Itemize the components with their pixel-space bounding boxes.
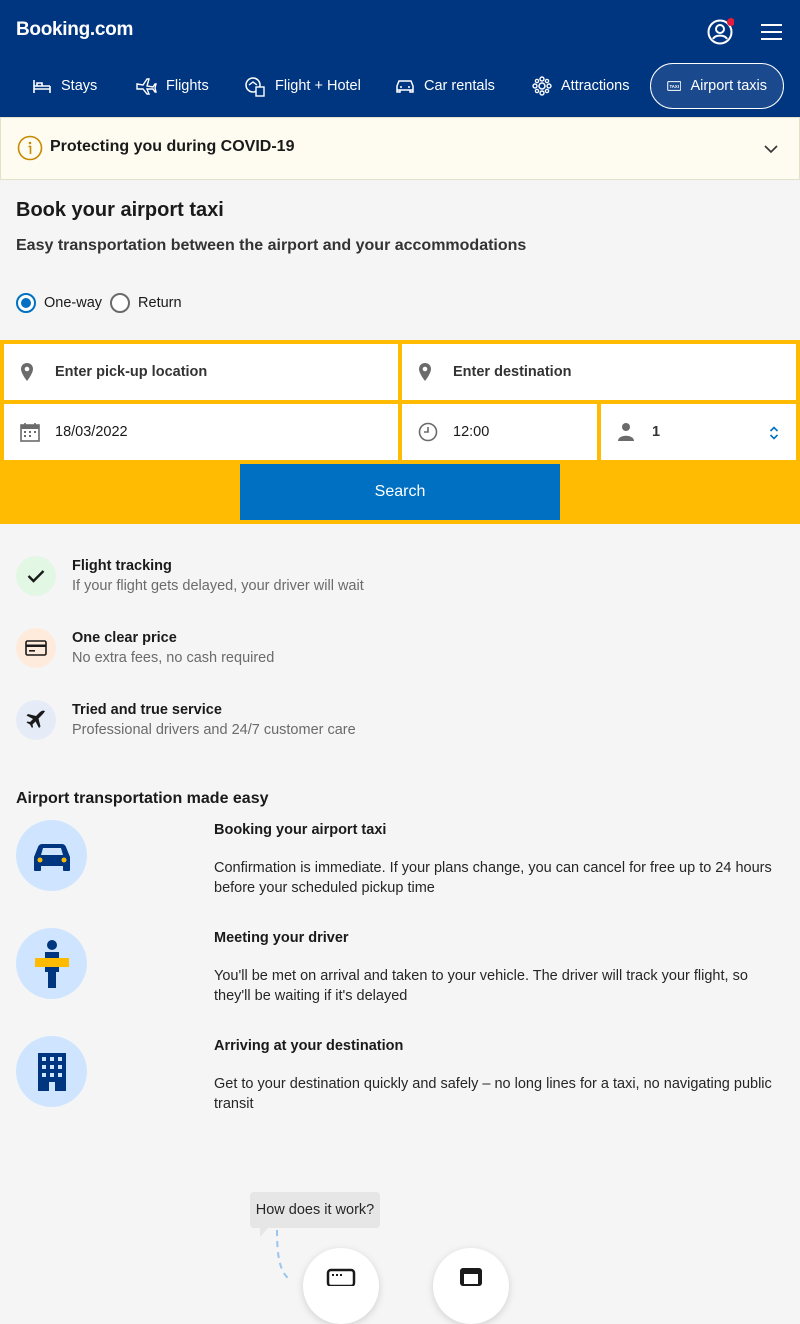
passengers-value: 1 <box>652 424 661 440</box>
section-heading: Airport transportation made easy <box>16 790 269 807</box>
location-pin-icon <box>20 362 34 382</box>
feature-icon-bg <box>16 628 56 668</box>
illustration-phone-bubble <box>433 1248 509 1324</box>
step-title: Booking your airport taxi <box>214 822 387 838</box>
feature-icon-bg <box>16 700 56 740</box>
attractions-icon <box>532 76 552 96</box>
covid-banner[interactable] <box>0 117 800 180</box>
time-value: 12:00 <box>453 424 490 440</box>
taxi-icon <box>667 79 681 93</box>
credit-card-icon <box>315 1266 367 1286</box>
covid-banner-title: Protecting you during COVID-19 <box>50 138 295 155</box>
feature-title: One clear price <box>72 630 177 646</box>
chevron-down-icon[interactable] <box>763 141 779 157</box>
info-icon <box>17 135 43 161</box>
nav-label: Airport taxis <box>690 78 767 94</box>
clock-icon <box>418 422 438 442</box>
hamburger-icon <box>758 20 786 44</box>
nav-flight-hotel[interactable] <box>228 63 377 109</box>
step-icon-bg <box>16 1036 87 1107</box>
nav-flights[interactable] <box>119 63 225 109</box>
nav-label: Stays <box>61 78 98 94</box>
feature-desc: No extra fees, no cash required <box>72 650 275 666</box>
illustration-card-bubble <box>303 1248 379 1324</box>
car-icon <box>30 839 74 873</box>
check-icon <box>27 569 45 583</box>
booking-logo[interactable]: Booking.com <box>16 19 134 40</box>
date-field[interactable] <box>2 402 400 462</box>
one-way-label[interactable]: One-way <box>44 295 103 311</box>
search-button[interactable]: Search <box>240 464 560 520</box>
feature-desc: Professional drivers and 24/7 customer care <box>72 722 356 738</box>
step-desc: Get to your destination quickly and safely – no long lines for a taxi, no navigating public transit <box>214 1076 772 1112</box>
step-title: Meeting your driver <box>214 930 349 946</box>
calendar-icon <box>20 422 40 442</box>
nav-label: Attractions <box>561 78 630 94</box>
car-icon <box>395 78 415 94</box>
destination-field[interactable] <box>400 342 798 402</box>
step-desc: Confirmation is immediate. If your plans change, you can cancel for free up to 24 hours before your scheduled pickup time <box>214 860 772 896</box>
person-icon <box>617 422 635 442</box>
bed-icon <box>32 77 52 95</box>
passengers-field[interactable] <box>599 402 798 462</box>
nav-label: Flights <box>166 78 209 94</box>
plane-icon <box>135 77 157 95</box>
building-icon <box>36 1052 68 1092</box>
plane-icon <box>25 709 47 731</box>
account-button[interactable] <box>706 18 734 46</box>
feature-icon-bg <box>16 556 56 596</box>
return-label[interactable]: Return <box>138 295 182 311</box>
step-icon-bg <box>16 820 87 891</box>
one-way-radio[interactable] <box>16 293 36 313</box>
feature-desc: If your flight gets delayed, your driver will wait <box>72 578 364 594</box>
driver-sign-icon <box>32 938 72 990</box>
stepper-arrows-icon[interactable] <box>769 426 779 440</box>
time-field[interactable] <box>400 402 599 462</box>
menu-button[interactable] <box>758 20 786 44</box>
nav-attractions[interactable] <box>516 63 646 109</box>
product-nav <box>0 63 800 109</box>
pickup-location-field[interactable] <box>2 342 400 402</box>
step-desc: You'll be met on arrival and taken to your vehicle. The driver will track your flight, so they'll be waiting if it's delayed <box>214 968 748 1004</box>
trip-type-selector <box>16 293 182 313</box>
nav-label: Car rentals <box>424 78 495 94</box>
nav-stays[interactable] <box>16 63 113 109</box>
svg-text:TAXI: TAXI <box>669 84 679 90</box>
nav-label: Flight + Hotel <box>275 78 361 94</box>
nav-car-rentals[interactable] <box>379 63 511 109</box>
step-icon-bg <box>16 928 87 999</box>
header <box>0 0 800 117</box>
step-title: Arriving at your destination <box>214 1038 404 1054</box>
feature-title: Flight tracking <box>72 558 172 574</box>
date-value: 18/03/2022 <box>55 424 128 440</box>
page-title: Book your airport taxi <box>16 199 224 221</box>
pickup-location-placeholder: Enter pick-up location <box>55 364 208 380</box>
page-subtitle: Easy transportation between the airport and your accommodations <box>16 237 527 254</box>
location-pin-icon <box>418 362 432 382</box>
phone-icon <box>451 1266 491 1286</box>
return-radio[interactable] <box>110 293 130 313</box>
user-icon <box>706 18 734 46</box>
flight-hotel-icon <box>244 75 266 97</box>
nav-airport-taxis[interactable] <box>650 63 784 109</box>
credit-card-icon <box>25 640 47 656</box>
destination-placeholder: Enter destination <box>453 364 572 380</box>
how-it-works-label: How does it work? <box>250 1192 380 1228</box>
feature-title: Tried and true service <box>72 702 222 718</box>
